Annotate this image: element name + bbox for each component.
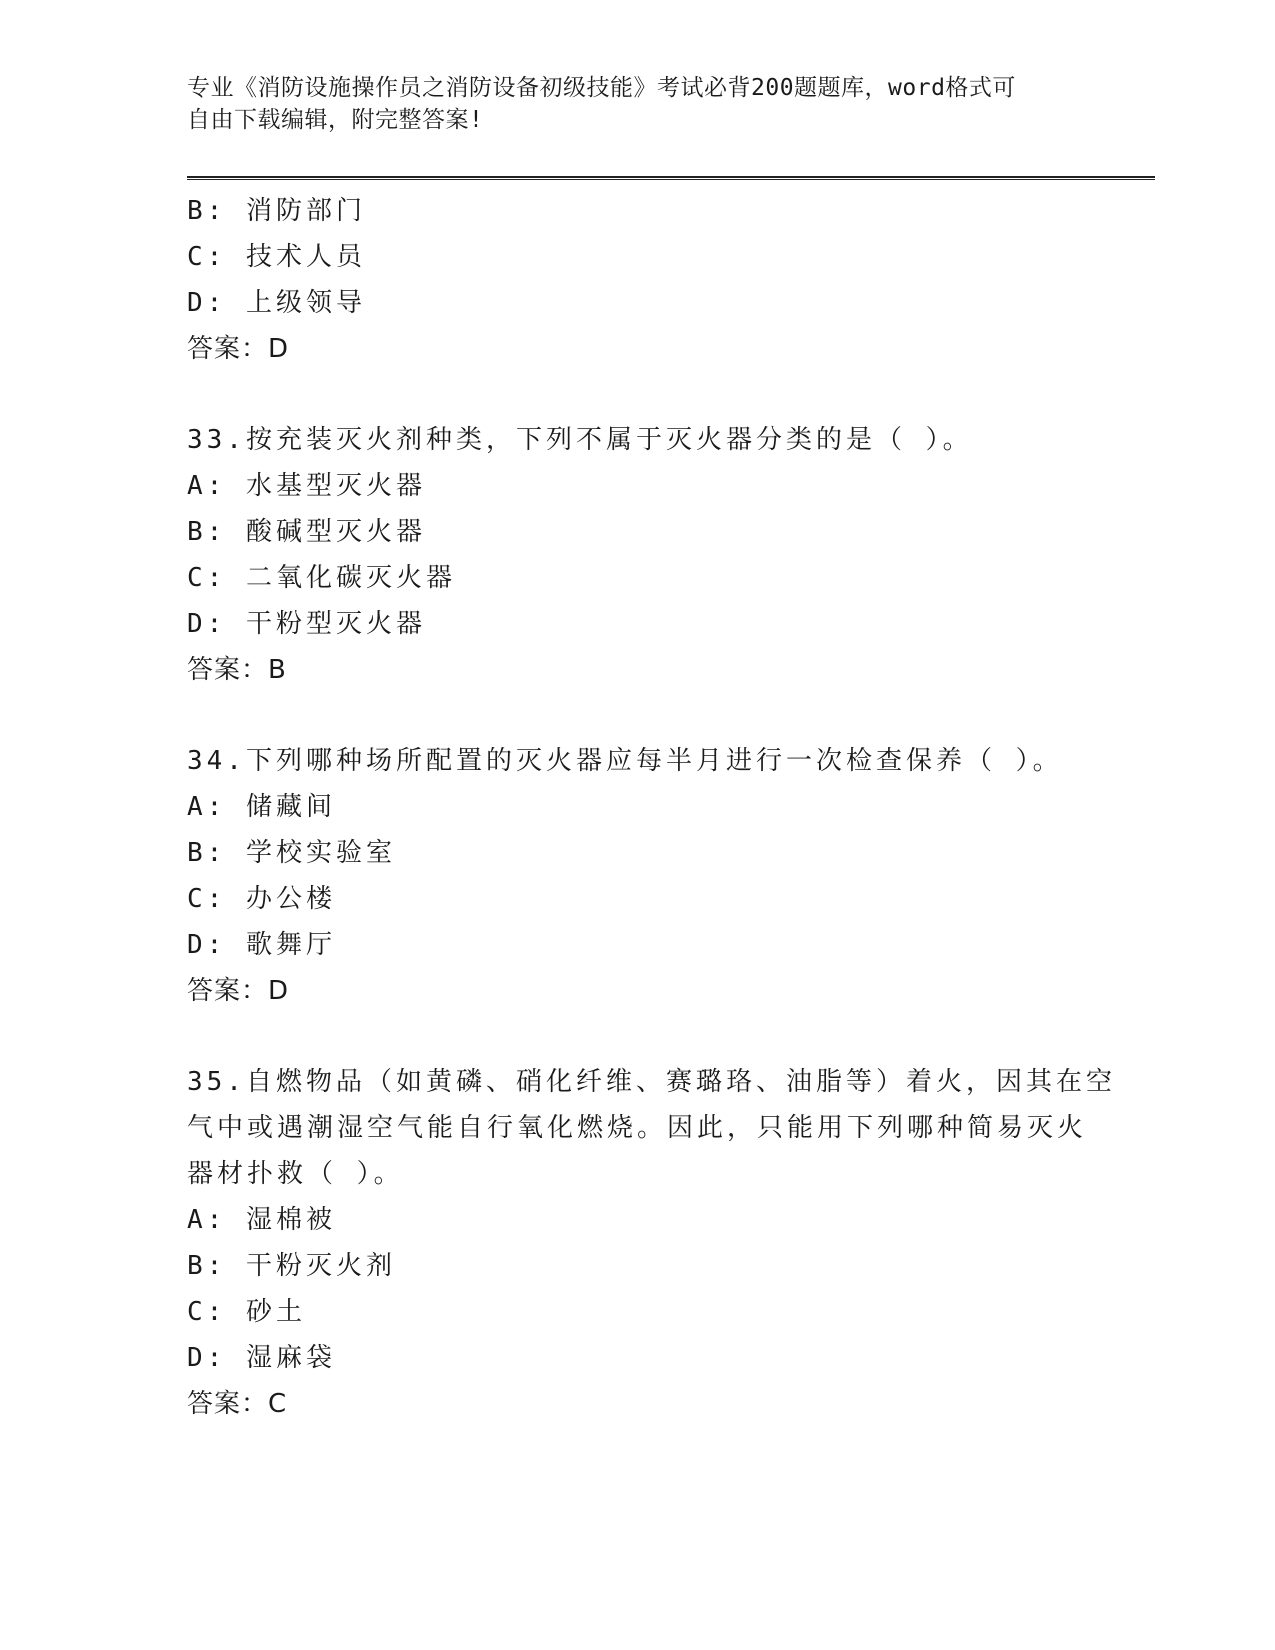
option-b: B: 干粉灭火剂 [187, 1251, 396, 1281]
option-d: D: 歌舞厅 [187, 930, 336, 960]
option-a: A: 湿棉被 [187, 1205, 336, 1235]
question-text-line-2: 气中或遇潮湿空气能自行氧化燃烧。因此，只能用下列哪种简易灭火 [187, 1113, 1088, 1143]
question-block-35 [187, 1059, 1116, 1427]
option-d: D: 上级领导 [187, 288, 366, 318]
option-c: C: 办公楼 [187, 884, 336, 914]
option-c: C: 砂土 [187, 1297, 306, 1327]
question-text: 34.下列哪种场所配置的灭火器应每半月进行一次检查保养（ ）。 [187, 746, 1063, 776]
option-a: A: 储藏间 [187, 792, 336, 822]
header-divider [187, 176, 1155, 180]
header-line-2: 自由下载编辑，附完整答案! [187, 107, 484, 133]
option-d: D: 湿麻袋 [187, 1343, 336, 1373]
option-c: C: 技术人员 [187, 242, 366, 272]
answer-line: 答案：B [187, 655, 287, 685]
question-text: 33.按充装灭火剂种类，下列不属于灭火器分类的是（ ）。 [187, 425, 973, 455]
option-b: B: 酸碱型灭火器 [187, 517, 426, 547]
header-line-1: 专业《消防设施操作员之消防设备初级技能》考试必背200题题库，word格式可 [187, 75, 1016, 101]
question-list [187, 188, 1116, 1427]
option-b: B: 学校实验室 [187, 838, 396, 868]
question-block-34 [187, 738, 1087, 1014]
option-a: A: 水基型灭火器 [187, 471, 426, 501]
answer-line: 答案：D [187, 976, 290, 1006]
option-b: B: 消防部门 [187, 196, 366, 226]
question-block-33 [187, 417, 1087, 693]
question-text-line-3: 器材扑救（ ）。 [187, 1159, 404, 1189]
question-text-line-1: 35.自燃物品（如黄磷、硝化纤维、赛璐珞、油脂等）着火，因其在空 [187, 1067, 1116, 1097]
answer-line: 答案：D [187, 334, 290, 364]
option-c: C: 二氧化碳灭火器 [187, 563, 456, 593]
answer-line: 答案：C [187, 1389, 288, 1419]
option-d: D: 干粉型灭火器 [187, 609, 426, 639]
question-block-continued [187, 188, 1087, 372]
document-header [187, 72, 1067, 136]
